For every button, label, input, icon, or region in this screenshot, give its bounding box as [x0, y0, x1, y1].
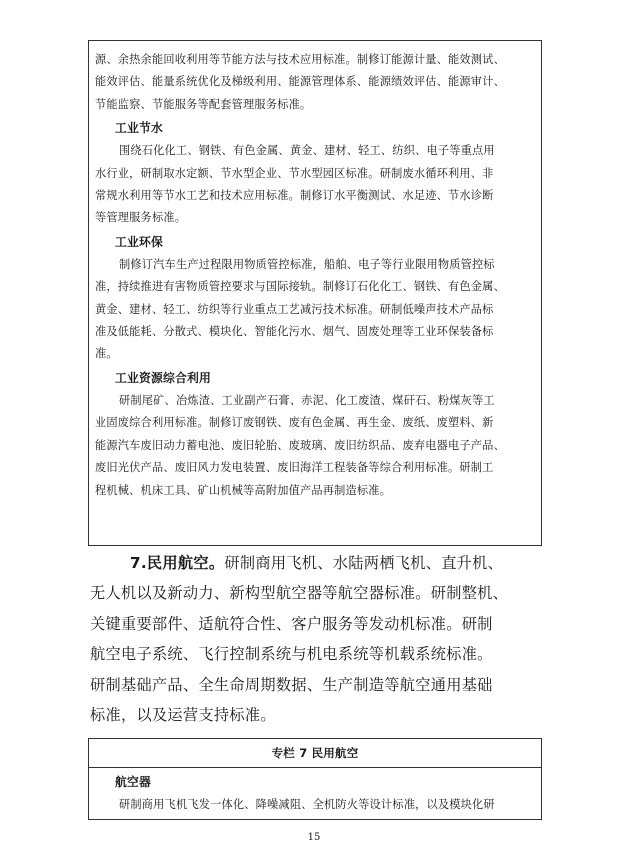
body-line: 研制尾矿、冶炼渣、工业副产石膏、赤泥、化工废渣、煤矸石、粉煤灰等工: [119, 393, 495, 407]
section-line: 关键重要部件、适航符合性、客户服务等发动机标准。研制: [90, 614, 493, 633]
column-header: 专栏 7 民用航空: [89, 739, 541, 768]
body-line: 准。: [95, 347, 118, 361]
body-line: 研制商用飞机飞发一体化、降噪减阻、全机防火等设计标准，以及模块化研: [119, 798, 495, 811]
body-line: 黄金、建材、轻工、纺织等行业重点工艺减污技术标准。研制低噪声技术产品标: [95, 302, 494, 316]
intro-line: 能效评估、能量系统优化及梯级利用、能源管理体系、能源绩效评估、能源审计、: [95, 75, 505, 89]
body-line: 能源汽车废旧动力蓄电池、废旧轮胎、废玻璃、废旧纺织品、废弃电器电子产品、: [95, 438, 505, 452]
body-line: 业固废综合利用标准。制修订废钢铁、废有色金属、再生金、废纸、废塑料、新: [95, 416, 494, 430]
section-first-line: [90, 548, 542, 578]
intro-line: 源、余热余能回收利用等节能方法与技术应用标准。制修订能源计量、能效测试、: [95, 53, 505, 66]
section-heading-resources: 工业资源综合利用: [115, 370, 211, 385]
column-body: [89, 768, 541, 816]
body-line: 等管理服务标准。: [95, 211, 187, 225]
section-heading-environment: 工业环保: [115, 234, 163, 249]
body-line: 程机械、机床工具、矿山机械等高附加值产品再制造标准。: [95, 483, 392, 497]
section-line: 无人机以及新动力、新构型航空器等航空器标准。研制整机、: [90, 584, 509, 603]
section-line: 航空电子系统、飞行控制系统与机电系统等机载系统标准。: [90, 645, 493, 664]
body-line: 水行业，研制取水定额、节水型企业、节水型园区标准。研制废水循环利用、非: [95, 166, 494, 180]
section-line: 研制基础产品、全生命周期数据、生产制造等航空通用基础: [90, 675, 493, 694]
column-box-aviation: [88, 738, 542, 820]
intro-line: 节能监察、节能服务等配套管理服务标准。: [95, 97, 312, 111]
body-line: 围绕石化化工、钢铁、有色金属、黄金、建材、轻工、纺织、电子等重点用: [119, 144, 495, 158]
page-number: 15: [307, 832, 321, 843]
body-line: 制修订汽车生产过程限用物质管控标准，船舶、电子等行业限用物质管控标: [119, 257, 495, 271]
section-heading-water: 工业节水: [115, 121, 163, 136]
section-civil-aviation: [90, 548, 542, 730]
body-line: 准及低能耗、分散式、模块化、智能化污水、烟气、固废处理等工业环保装备标: [95, 325, 494, 339]
section-heading-aircraft: 航空器: [115, 775, 151, 789]
section-title: 7.民用航空。: [130, 554, 225, 572]
section-line: 研制商用飞机、水陆两栖飞机、直升机、: [224, 554, 504, 572]
body-line: 准，持续推进有害物质管控要求与国际接轨。制修订石化化工、钢铁、有色金属、: [95, 280, 505, 294]
column-box-industrial: [88, 40, 542, 546]
body-line: 废旧光伏产品、废旧风力发电装置、废旧海洋工程装备等综合利用标准。研制工: [95, 461, 494, 475]
body-line: 常规水利用等节水工艺和技术应用标准。制修订水平衡测试、水足迹、节水诊断: [95, 189, 494, 203]
section-line: 标准，以及运营支持标准。: [90, 706, 276, 725]
